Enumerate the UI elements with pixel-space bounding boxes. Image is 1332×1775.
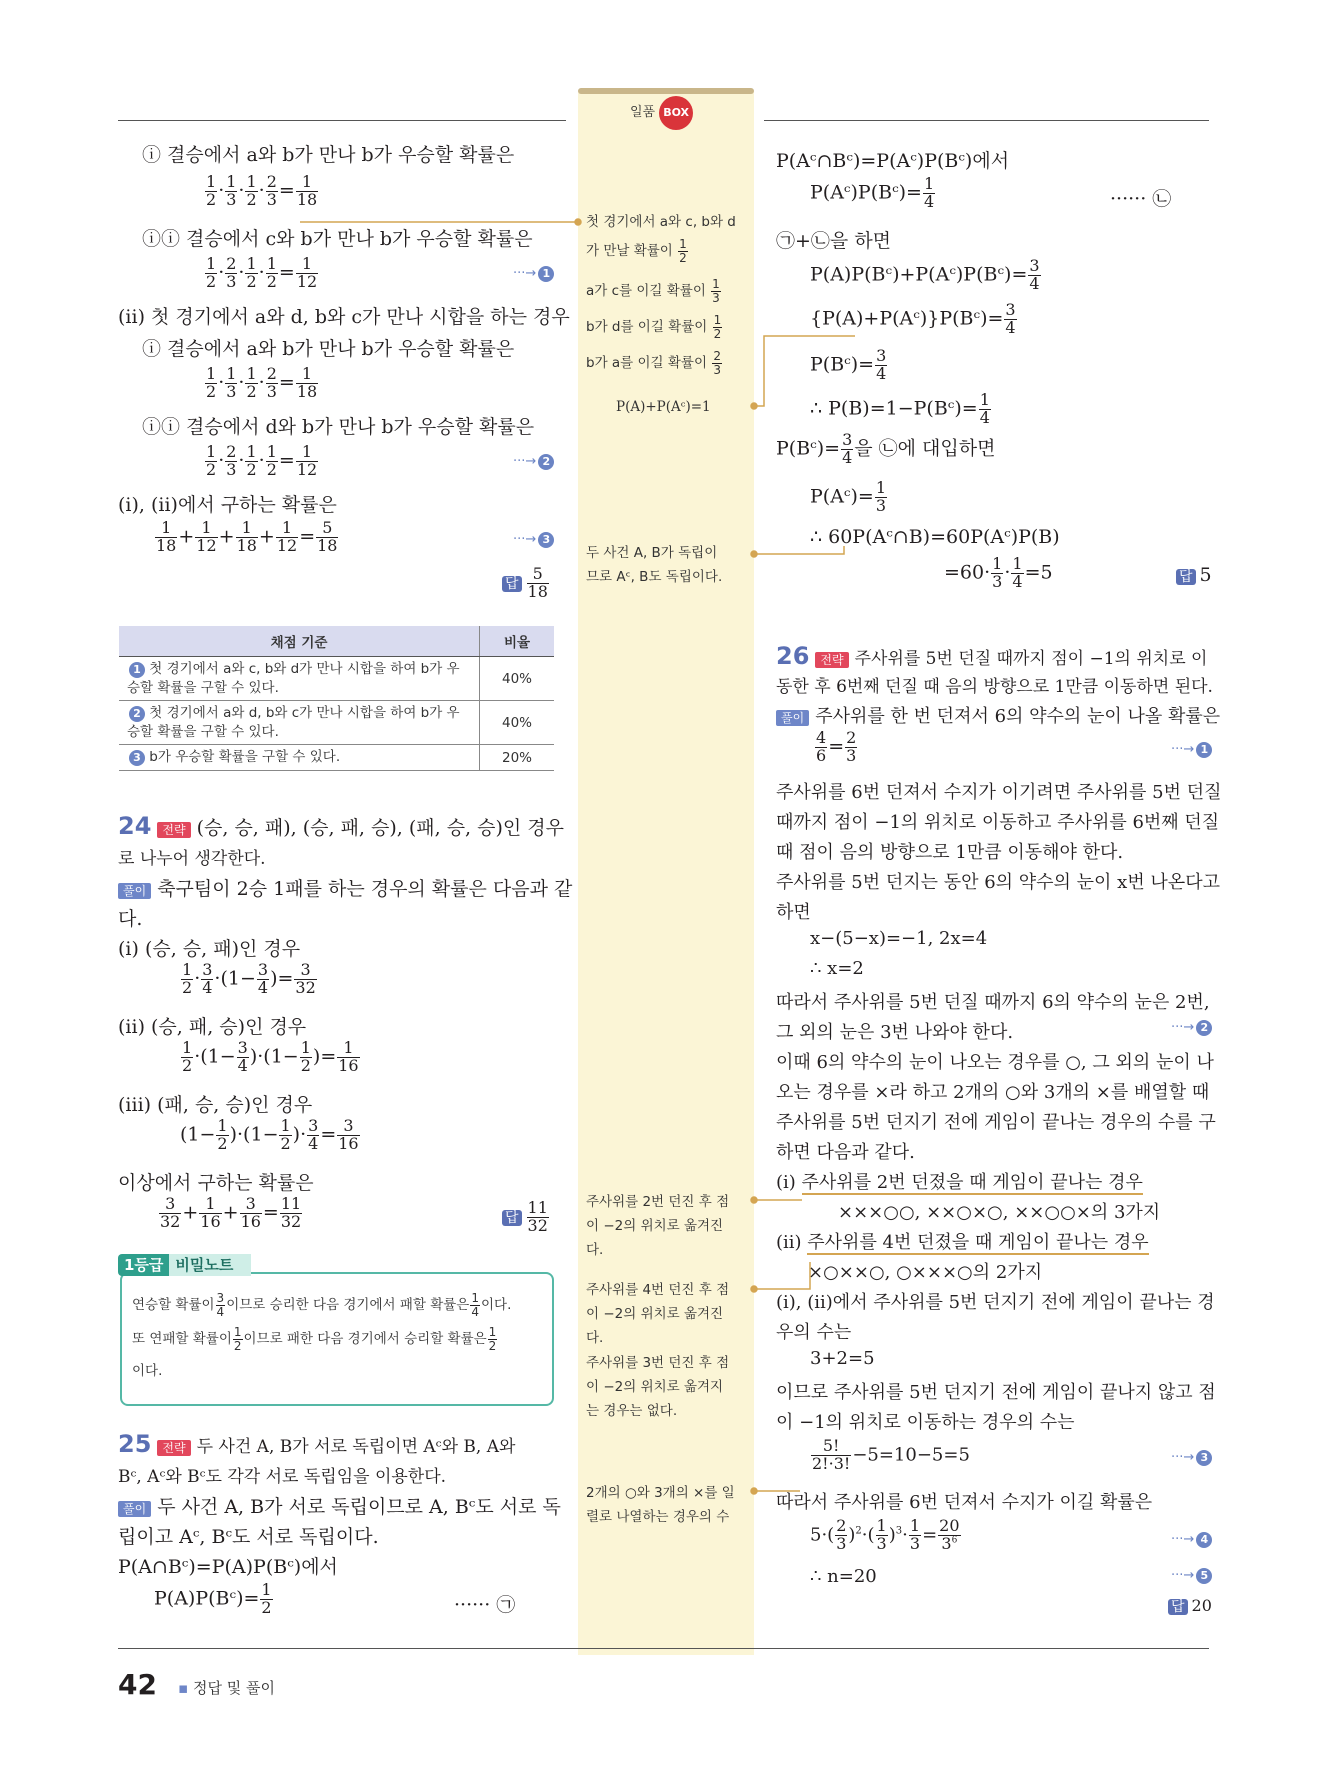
problem-24-solution: 풀이 축구팀이 2승 1패를 하는 경우의 확률은 다음과 같 [118, 874, 572, 901]
problem-25-strategy: 25 전략 두 사건 A, B가 서로 독립이면 Aᶜ와 B, A와 [118, 1430, 516, 1458]
formula-line: $\frac{1}{2}$ · $\frac{2}{3}$ · $\frac{1}{2}$ · $\frac{1}{2}$ = $\frac{1}{12}$ [206, 442, 318, 479]
formula-line: P(Bᶜ)= $\frac{3}{4}$ 을 ㉡에 대입하면 [776, 430, 996, 467]
formula-line: $\frac{4}{6}$ = $\frac{2}{3}$ [816, 728, 857, 765]
formula-line: P(A)P(Bᶜ)+P(Aᶜ)P(Bᶜ)= $\frac{3}{4}$ [810, 256, 1040, 293]
side-note-5: P(A)+P(Aᶜ)=1 [616, 399, 711, 415]
box-badge: BOX [659, 96, 693, 130]
text-line: 하면 다음과 같다. [776, 1142, 915, 1163]
text-line: 주사위를 5번 던지는 동안 6의 약수의 눈이 x번 나온다고 [776, 872, 1220, 893]
step-marker: ···→ 5 [1171, 1568, 1212, 1584]
text-line: 이때 6의 약수의 눈이 나오는 경우를 ○, 그 외의 눈이 나 [776, 1052, 1214, 1073]
text-line: ⓘⓘ 결승에서 c와 b가 만나 b가 우승할 확률은 [142, 228, 533, 250]
side-note-7: 주사위를 2번 던진 후 점 [586, 1194, 730, 1210]
side-note-8b: 이 −2의 위치로 옮겨진 [586, 1306, 724, 1322]
text-line: 이상에서 구하는 확률은 [118, 1172, 314, 1194]
text-line: 립이고 Aᶜ, Bᶜ도 서로 독립이다. [118, 1526, 379, 1548]
side-note-4: b가 a를 이길 확률이 $\frac{2}{3}$ [586, 349, 721, 377]
text-line: 그 외의 눈은 3번 나와야 한다. [776, 1022, 1014, 1043]
grading-header-ratio: 비율 [480, 626, 555, 657]
text-line: 주사위를 5번 던지기 전에 게임이 끝나는 경우의 수를 구 [776, 1112, 1216, 1133]
text-line: (i), (ii)에서 주사위를 5번 던지기 전에 게임이 끝나는 경 [776, 1292, 1215, 1313]
side-note-6b: 므로 Aᶜ, B도 독립이다. [586, 569, 723, 585]
table-row: 3 b가 우승할 확률을 구할 수 있다. 20% [119, 745, 554, 771]
text-line: 동한 후 6번째 던질 때 음의 방향으로 1만큼 이동하면 된다. [776, 677, 1213, 697]
side-note-2: a가 c를 이길 확률이 $\frac{1}{3}$ [586, 277, 720, 305]
text-line: 때까지 점이 −1의 위치로 이동하고 주사위를 6번째 던질 [776, 812, 1220, 833]
text-line: 이 −1의 위치로 이동하는 경우의 수는 [776, 1412, 1075, 1433]
text-line: 로 나누어 생각한다. [118, 849, 266, 869]
formula-line: {P(A)+P(Aᶜ)}P(Bᶜ)= $\frac{3}{4}$ [810, 300, 1016, 337]
case-line: (ii) 주사위를 4번 던졌을 때 게임이 끝나는 경우 [776, 1232, 1149, 1253]
footer-rule [118, 1648, 1209, 1649]
right-column [776, 146, 1210, 606]
side-note-9b: 이 −2의 위치로 옮겨지 [586, 1379, 724, 1395]
step-marker: ···→ 2 [1171, 1020, 1212, 1036]
text-line: (ii) (승, 패, 승)인 경우 [118, 1016, 307, 1038]
step-marker: ···→ 1 [513, 266, 554, 282]
text-line: Bᶜ, Aᶜ와 Bᶜ도 각각 서로 독립임을 이용한다. [118, 1467, 447, 1487]
side-note-7c: 다. [586, 1242, 604, 1258]
equation-tag: ······ ㉡ [1110, 188, 1172, 210]
side-box-title: 일품 BOX [630, 96, 693, 130]
text-line: ㉠+㉡을 하면 [776, 230, 892, 252]
text-line: (ii) 첫 경기에서 a와 d, b와 c가 만나 시합을 하는 경우 [118, 306, 570, 328]
side-note-10: 2개의 ○와 3개의 ×를 일 [586, 1485, 735, 1501]
text-line: (iii) (패, 승, 승)인 경우 [118, 1094, 313, 1116]
text-line: P(A∩Bᶜ)=P(A)P(Bᶜ)에서 [118, 1556, 338, 1578]
formula-line: 5·( $\frac{2}{3}$ )$^2$·( $\frac{1}{3}$ )$^3$· $\frac{1}{3}$ = $\frac{20}{3^6}$ [810, 1516, 960, 1553]
formula-line: $\frac{5!}{2!\cdot 3!}$ −5=10−5=5 [812, 1436, 970, 1473]
formula-line: P(A)P(Bᶜ)= $\frac{1}{2}$ [154, 1580, 272, 1617]
formula-line: ∴ 60P(Aᶜ∩B)=60P(Aᶜ)P(B) [810, 526, 1060, 548]
text-line: 다. [118, 908, 143, 930]
problem-26-strategy: 26 전략 주사위를 5번 던질 때까지 점이 −1의 위치로 이 [776, 642, 1208, 670]
case-line: (i) 주사위를 2번 던졌을 때 게임이 끝나는 경우 [776, 1172, 1143, 1193]
text-line: 오는 경우를 ×라 하고 2개의 ○와 3개의 ×를 배열할 때 [776, 1082, 1210, 1103]
text-line: 하면 [776, 902, 811, 923]
text-line: 주사위를 6번 던져서 수지가 이기려면 주사위를 5번 던질 [776, 782, 1222, 803]
text-line: P(Aᶜ∩Bᶜ)=P(Aᶜ)P(Bᶜ)에서 [776, 150, 1010, 172]
formula-line: 3+2=5 [810, 1348, 875, 1369]
footer-label: ▪ 정답 및 풀이 [178, 1679, 275, 1697]
formula-line: $\frac{1}{18}$ + $\frac{1}{12}$ + $\frac{1}{18}$ + $\frac{1}{12}$ = $\frac{5}{18}$ [156, 518, 338, 555]
formula-line: $\frac{1}{2}$ · $\frac{1}{3}$ · $\frac{1}{2}$ · $\frac{2}{3}$ = $\frac{1}{18}$ [206, 364, 318, 401]
side-note-1b: 가 만날 확률이 $\frac{1}{2}$ [586, 237, 687, 265]
step-marker: ···→ 4 [1171, 1532, 1212, 1548]
step-marker: ···→ 2 [513, 454, 554, 470]
formula-line: $\frac{1}{2}$ · $\frac{3}{4}$ ·(1− $\frac{3}{4}$ )= $\frac{3}{32}$ [182, 960, 316, 997]
text-line: 따라서 주사위를 5번 던질 때까지 6의 약수의 눈은 2번, [776, 992, 1210, 1013]
text-line: 따라서 주사위를 6번 던져서 수지가 이길 확률은 [776, 1492, 1153, 1513]
formula-line: $\frac{1}{2}$ · $\frac{1}{3}$ · $\frac{1}{2}$ · $\frac{2}{3}$ = $\frac{1}{18}$ [206, 172, 318, 209]
step-marker: ···→ 1 [1171, 742, 1212, 758]
grading-header-criteria: 채점 기준 [119, 626, 480, 657]
side-note-9c: 는 경우는 없다. [586, 1403, 678, 1419]
answer-26: 답 20 [1168, 1596, 1212, 1616]
side-note-3: b가 d를 이길 확률이 $\frac{1}{2}$ [586, 313, 722, 341]
text-line: 연승할 확률이 $\frac{3}{4}$ 이므로 승리한 다음 경기에서 패할 확률은 $\frac{1}{4}$ 이다. [132, 1291, 512, 1319]
answer-23: 답 $\frac{5}{18}$ [502, 566, 550, 601]
formula-line: P(Aᶜ)= $\frac{1}{3}$ [810, 478, 887, 515]
case-line: ×○××○, ○×××○의 2가지 [808, 1262, 1043, 1283]
table-row: 2 첫 경기에서 a와 d, b와 c가 만나 시합을 하여 b가 우승할 확률을 구할 수 있다. 40% [119, 701, 554, 745]
problem-26 [776, 642, 1222, 1632]
formula-line: $\frac{3}{32}$ + $\frac{1}{16}$ + $\frac{3}{16}$ = $\frac{11}{32}$ [160, 1194, 302, 1231]
text-line: 이다. [132, 1363, 163, 1380]
text-line: 또 연패할 확률이 $\frac{1}{2}$ 이므로 패한 다음 경기에서 승리할 확률은 $\frac{1}{2}$ [132, 1325, 497, 1353]
formula-line: P(Bᶜ)= $\frac{3}{4}$ [810, 346, 887, 383]
side-note-7b: 이 −2의 위치로 옮겨진 [586, 1218, 724, 1234]
problem-25-solution: 풀이 두 사건 A, B가 서로 독립이므로 A, Bᶜ도 서로 독 [118, 1492, 561, 1519]
side-note-6: 두 사건 A, B가 독립이 [586, 545, 718, 561]
side-note-10b: 렬로 나열하는 경우의 수 [586, 1509, 730, 1525]
table-row: 1 첫 경기에서 a와 c, b와 d가 만나 시합을 하여 b가 우승할 확률을 구할 수 있다. 40% [119, 657, 554, 701]
answer-24: 답 $\frac{11}{32}$ [502, 1200, 550, 1235]
formula-line: (1− $\frac{1}{2}$ )·(1− $\frac{1}{2}$ )· $\frac{3}{4}$ = $\frac{3}{16}$ [180, 1116, 359, 1153]
secret-note-tab: 1등급 비밀노트 [118, 1254, 251, 1275]
text-line: (i), (ii)에서 구하는 확률은 [118, 494, 337, 516]
text-line: 우의 수는 [776, 1322, 852, 1343]
problem-26-solution: 풀이 주사위를 한 번 던져서 6의 약수의 눈이 나올 확률은 [776, 702, 1220, 728]
text-line: ⓘⓘ 결승에서 d와 b가 만나 b가 우승할 확률은 [142, 416, 535, 438]
side-note-9: 주사위를 3번 던진 후 점 [586, 1355, 730, 1371]
text-line: (i) (승, 승, 패)인 경우 [118, 938, 301, 960]
case-line: ×××○○, ××○×○, ××○○×의 3가지 [838, 1202, 1161, 1223]
formula-line: =60· $\frac{1}{3}$ · $\frac{1}{4}$ =5 [944, 554, 1053, 591]
step-marker: ···→ 3 [1171, 1450, 1212, 1466]
side-note-8c: 다. [586, 1330, 604, 1346]
formula-line: $\frac{1}{2}$ ·(1− $\frac{3}{4}$ )·(1− $\frac{1}{2}$ )= $\frac{1}{16}$ [182, 1038, 359, 1075]
page-number: 42 [118, 1668, 157, 1701]
equation-tag: ······ ㉠ [454, 1594, 516, 1616]
formula-line: P(Aᶜ)P(Bᶜ)= $\frac{1}{4}$ [810, 174, 935, 211]
text-line: ⓘ 결승에서 a와 b가 만나 b가 우승할 확률은 [142, 338, 515, 360]
formula-line: ∴ n=20 [810, 1566, 877, 1587]
formula-line: $\frac{1}{2}$ · $\frac{2}{3}$ · $\frac{1}{2}$ · $\frac{1}{2}$ = $\frac{1}{12}$ [206, 254, 318, 291]
side-note-8: 주사위를 4번 던진 후 점 [586, 1282, 730, 1298]
formula-line: ∴ x=2 [810, 958, 864, 979]
text-line: 이므로 주사위를 5번 던지기 전에 게임이 끝나지 않고 점 [776, 1382, 1216, 1403]
text-line: 때 점이 음의 방향으로 1만큼 이동해야 한다. [776, 842, 1124, 863]
formula-line: ∴ P(B)=1−P(Bᶜ)= $\frac{1}{4}$ [810, 390, 990, 427]
problem-24-strategy: 24 전략 (승, 승, 패), (승, 패, 승), (패, 승, 승)인 경우 [118, 812, 564, 840]
formula-line: x−(5−x)=−1, 2x=4 [810, 928, 988, 949]
side-note-1: 첫 경기에서 a와 c, b와 d [586, 214, 736, 230]
text-line: ⓘ 결승에서 a와 b가 만나 b가 우승할 확률은 [142, 144, 515, 166]
step-marker: ···→ 3 [513, 532, 554, 548]
answer-25: 답 5 [1176, 564, 1212, 586]
